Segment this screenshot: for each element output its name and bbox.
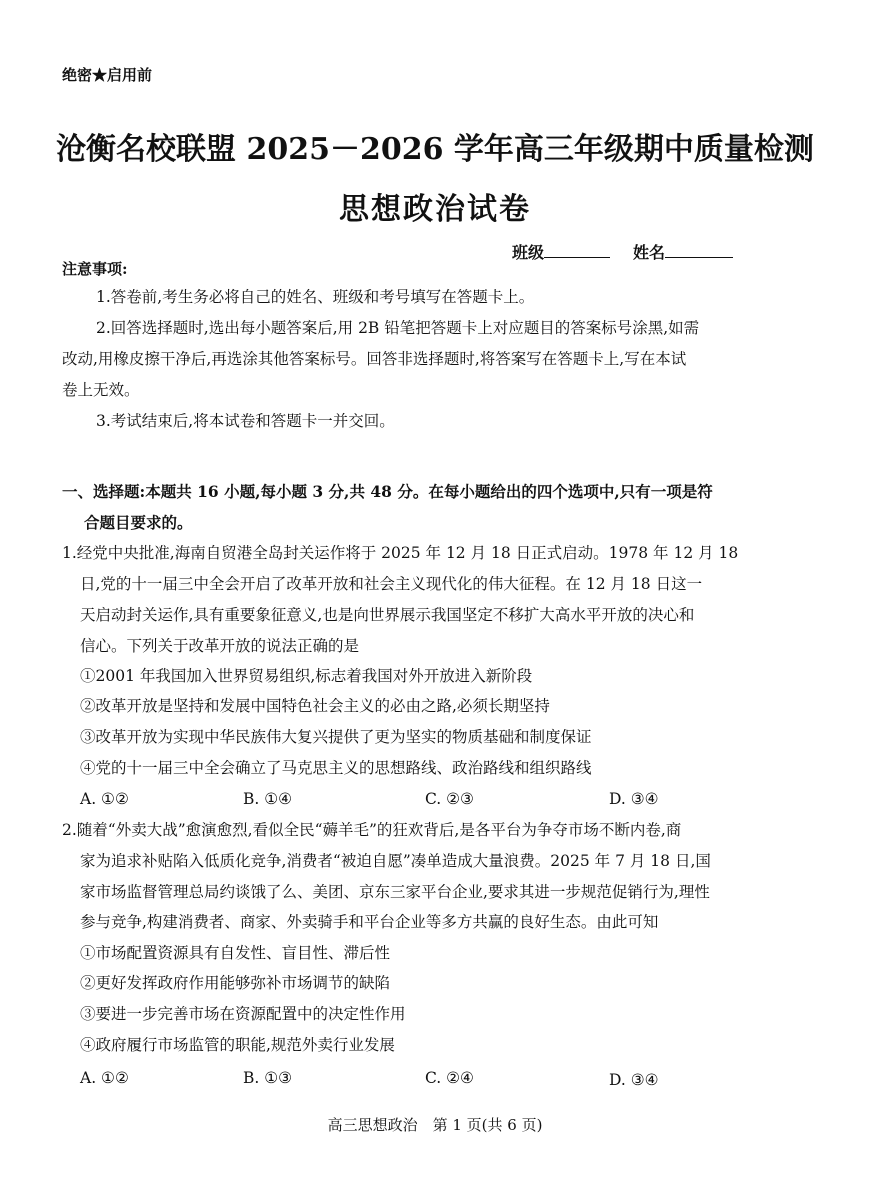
- q2-option-b[interactable]: B. ①③: [243, 1069, 293, 1087]
- q1-option-a[interactable]: A. ①②: [80, 790, 129, 808]
- q2-stem-line: 家为追求补贴陷入低质化竞争,消费者“被迫自愿”凑单造成大量浪费。2025 年 7 月 18 日,国: [80, 852, 711, 870]
- name-field: [633, 240, 733, 263]
- q2-stem-line: 参与竞争,构建消费者、商家、外卖骑手和平台企业等多方共赢的良好生态。由此可知: [80, 913, 659, 931]
- q2-statement: ①市场配置资源具有自发性、盲目性、滞后性: [80, 944, 391, 962]
- q1-statement: ④党的十一届三中全会确立了马克思主义的思想路线、政治路线和组织路线: [80, 759, 592, 777]
- q1-stem-line: 信心。下列关于改革开放的说法正确的是: [80, 637, 360, 655]
- q2-stem-line: 家市场监督管理总局约谈饿了么、美团、京东三家平台企业,要求其进一步规范促销行为,理性: [80, 883, 710, 901]
- q1-option-c[interactable]: C. ②③: [425, 790, 474, 808]
- q1-option-d[interactable]: D. ③④: [609, 790, 659, 808]
- q1-stem-line: 日,党的十一届三中全会开启了改革开放和社会主义现代化的伟大征程。在 12 月 18 日这一: [80, 575, 703, 593]
- note-item: 改动,用橡皮擦干净后,再选涂其他答案标号。回答非选择题时,将答案写在答题卡上,写在本试: [62, 350, 687, 368]
- note-item: 2.回答选择题时,选出每小题答案后,用 2B 铅笔把答题卡上对应题目的答案标号涂黑,如需: [96, 319, 700, 337]
- note-item: 1.答卷前,考生务必将自己的姓名、班级和考号填写在答题卡上。: [96, 288, 535, 306]
- note-item: 卷上无效。: [62, 381, 140, 399]
- q1-stem-line: 天启动封关运作,具有重要象征意义,也是向世界展示我国坚定不移扩大高水平开放的决心和: [80, 606, 695, 624]
- q1-option-b[interactable]: B. ①④: [243, 790, 293, 808]
- name-label: 姓名: [633, 243, 666, 262]
- q2-stem-line: 2.随着“外卖大战”愈演愈烈,看似全民“薅羊毛”的狂欢背后,是各平台为争夺市场不断内卷,商: [62, 821, 682, 839]
- q1-statement: ②改革开放是坚持和发展中国特色社会主义的必由之路,必须长期坚持: [80, 697, 550, 715]
- note-item: 3.考试结束后,将本试卷和答题卡一并交回。: [96, 412, 395, 430]
- q2-option-c[interactable]: C. ②④: [425, 1069, 474, 1087]
- name-blank-line: [665, 243, 733, 258]
- section-heading-cont: 合题目要求的。: [84, 513, 193, 532]
- q2-option-d[interactable]: D. ③④: [609, 1071, 659, 1089]
- page-footer: 高三思想政治 第 1 页(共 6 页): [327, 1116, 543, 1134]
- section-heading: 一、选择题:本题共 16 小题,每小题 3 分,共 48 分。在每小题给出的四个选项中,只有一项是符: [62, 482, 713, 501]
- confidential-label: 绝密★启用前: [62, 66, 153, 84]
- q2-option-a[interactable]: A. ①②: [80, 1069, 129, 1087]
- q2-statement: ④政府履行市场监管的职能,规范外卖行业发展: [80, 1036, 395, 1054]
- q2-statement: ③要进一步完善市场在资源配置中的决定性作用: [80, 1005, 406, 1023]
- notes-title: 注意事项:: [62, 260, 128, 278]
- q1-statement: ③改革开放为实现中华民族伟大复兴提供了更为坚实的物质基础和制度保证: [80, 728, 592, 746]
- class-field: [512, 240, 610, 263]
- q1-statement: ①2001 年我国加入世界贸易组织,标志着我国对外开放进入新阶段: [80, 667, 533, 685]
- class-label: 班级: [512, 243, 545, 262]
- exam-title: 沧衡名校联盟 2025－2026 学年高三年级期中质量检测: [56, 132, 814, 167]
- exam-subtitle: 思想政治试卷: [339, 192, 531, 227]
- q2-statement: ②更好发挥政府作用能够弥补市场调节的缺陷: [80, 974, 391, 992]
- q1-stem-line: 1.经党中央批准,海南自贸港全岛封关运作将于 2025 年 12 月 18 日正式启动。1978 年 12 月 18: [62, 544, 739, 562]
- class-blank-line: [544, 243, 610, 258]
